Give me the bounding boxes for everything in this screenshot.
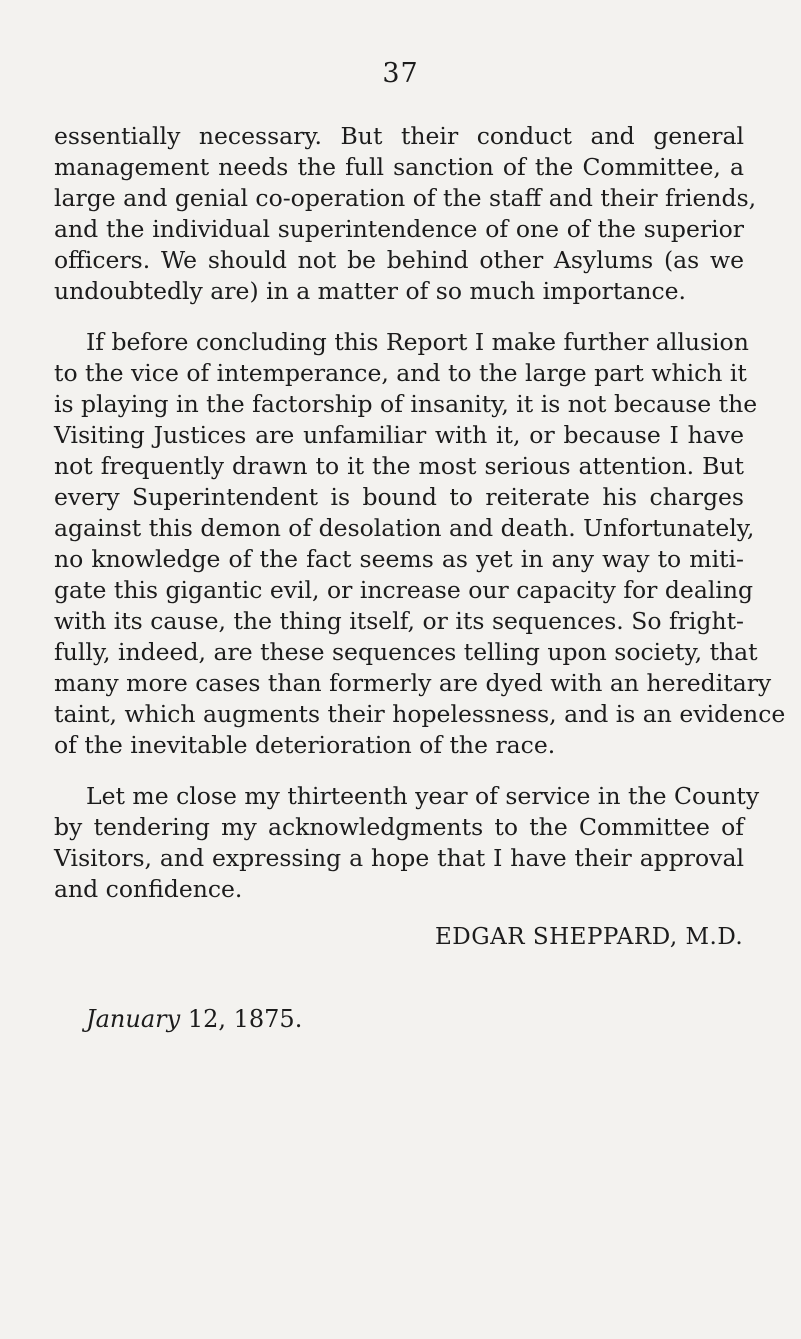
page-number: 37 xyxy=(382,58,419,89)
text-line: essentially necessary. But their conduct and general xyxy=(54,122,744,150)
text-line: to the vice of intemperance, and to the large part which it xyxy=(54,359,747,387)
text-line: of the inevitable deterioration of the race. xyxy=(54,731,556,759)
text-line: not frequently drawn to it the most serious attention. But xyxy=(54,452,744,480)
text-line: by tendering my acknowledgments to the Committee of xyxy=(54,813,744,841)
text-line: Visitors, and expressing a hope that I have their approval xyxy=(54,844,744,872)
text-line: If before concluding this Report I make further allusion xyxy=(86,328,749,356)
text-line: gate this gigantic evil, or increase our capacity for dealing xyxy=(54,576,754,604)
text-line: many more cases than formerly are dyed with an hereditary xyxy=(54,669,772,697)
signature: EDGAR SHEPPARD, M.D. xyxy=(435,924,744,950)
text-line: large and genial co-operation of the staff and their friends, xyxy=(54,184,757,212)
text-line: taint, which augments their hopelessness, and is an evidence xyxy=(54,700,786,728)
text-line: and the individual superintendence of one of the superior xyxy=(54,215,744,243)
text-line: and confidence. xyxy=(54,875,243,903)
text-line: against this demon of desolation and death. Unfortunately, xyxy=(54,514,755,542)
text-line: fully, indeed, are these sequences telling upon society, that xyxy=(54,638,758,666)
text-line: undoubtedly are) in a matter of so much importance. xyxy=(54,277,687,305)
text-line: management needs the full sanction of the Committee, a xyxy=(54,153,744,181)
date-rest: 12, 1875. xyxy=(180,1005,303,1033)
text-line: officers. We should not be behind other Asylums (as we xyxy=(54,246,744,274)
date-line xyxy=(86,1005,302,1033)
text-line: no knowledge of the fact seems as yet in any way to miti- xyxy=(54,545,744,573)
text-line: Visiting Justices are unfamiliar with it, or because I have xyxy=(54,421,744,449)
date-month: January xyxy=(86,1005,181,1033)
text-line: Let me close my thirteenth year of service in the County xyxy=(86,782,760,810)
text-line: every Superintendent is bound to reiterate his charges xyxy=(54,483,744,511)
text-line: with its cause, the thing itself, or its sequences. So fright- xyxy=(54,607,744,635)
text-line: is playing in the factorship of insanity, it is not because the xyxy=(54,390,758,418)
